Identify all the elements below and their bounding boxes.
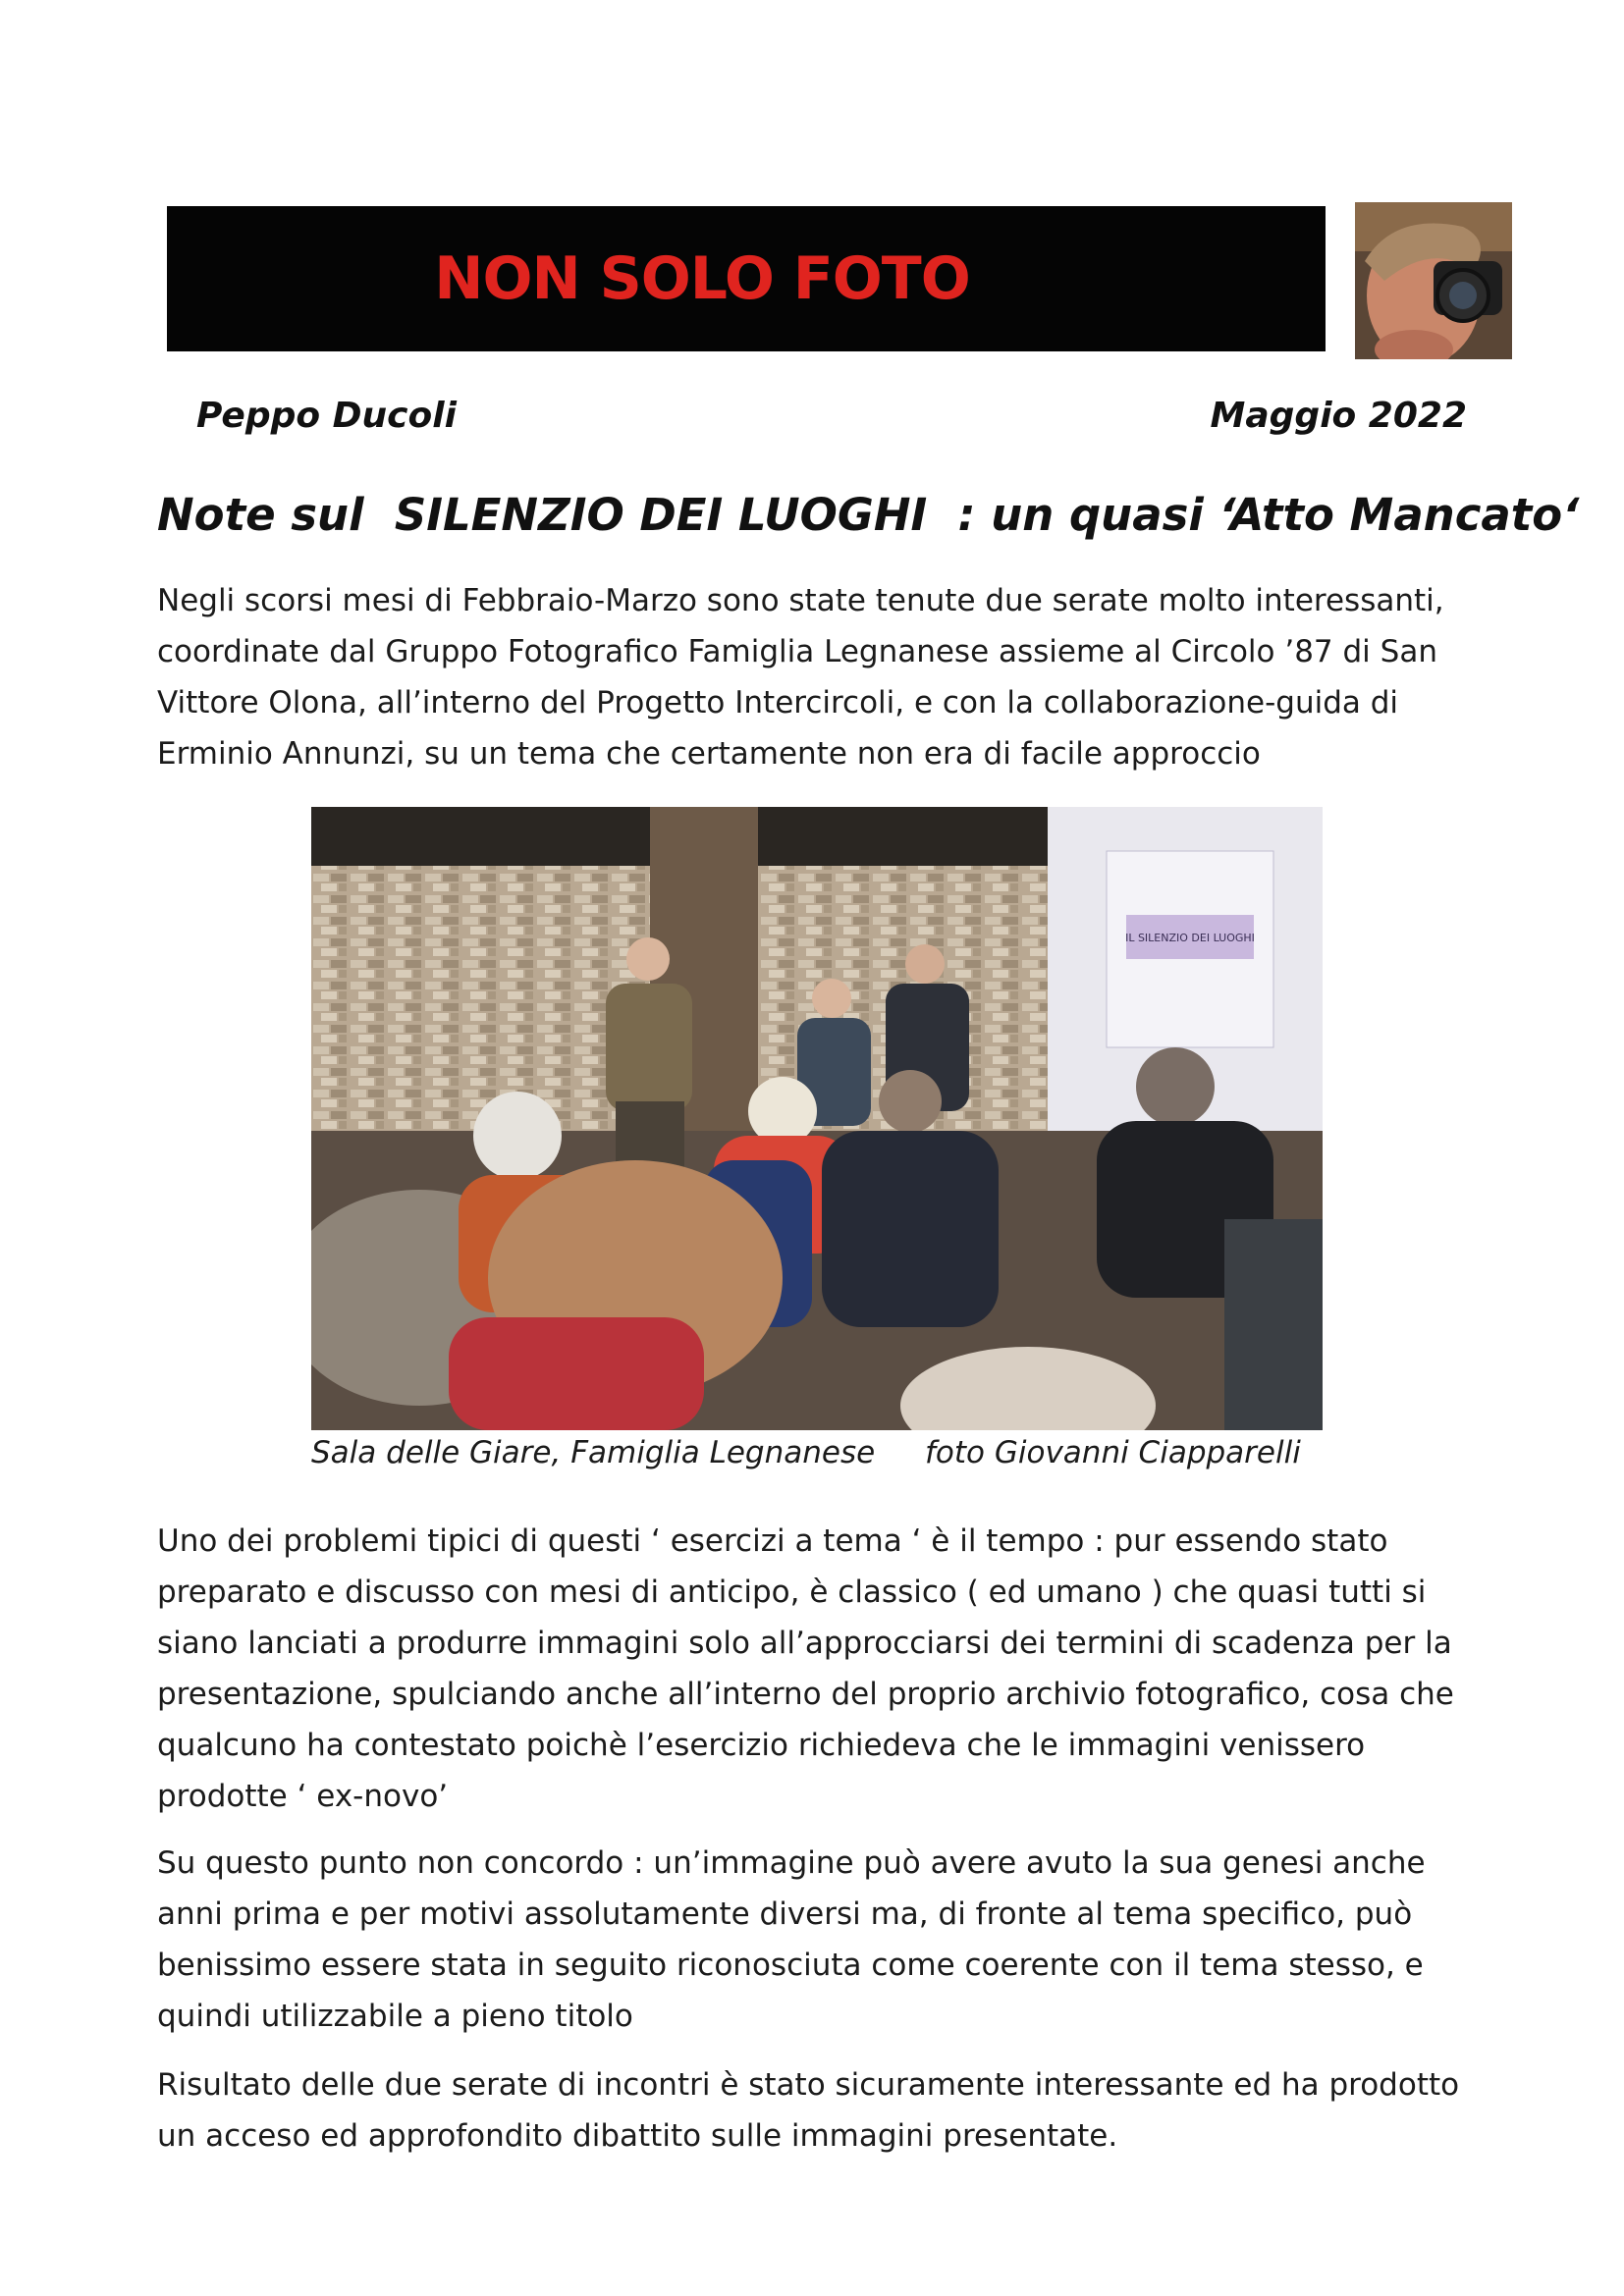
author-portrait — [1355, 202, 1512, 359]
masthead-title: NON SOLO FOTO — [434, 244, 970, 313]
author-name: Peppo Ducoli — [196, 396, 457, 436]
body-paragraph-3: Su questo punto non concordo : un’immagine può avere avuto la sua genesi anche anni prima e per motivi assolutamente diversi ma, di fronte al tema specifico, può benissimo essere stata in seguito riconosciuta come coerente con il tema stesso, e quindi utilizzabile a pieno titolo — [157, 1845, 1426, 2034]
issue-date: Maggio 2022 — [1210, 396, 1467, 436]
masthead-banner — [167, 206, 1326, 351]
article-headline: Note sul SILENZIO DEI LUOGHI : un quasi ‘Atto Mancato‘ — [157, 489, 1580, 541]
body-paragraph-2: Uno dei problemi tipici di questi ‘ esercizi a tema ‘ è il tempo : pur essendo stato preparato e discusso con mesi di anticipo, è classico ( ed umano ) che quasi tutti si siano lanciati a produrre immagini solo all’approcciarsi dei termini di scadenza per la presentazione, spulciando anche all’interno del proprio archivio fotografico, cosa che qualcuno ha contestato poichè l’esercizio richiedeva che le immagini venissero prodotte ‘ ex-novo’ — [157, 1523, 1454, 1814]
photographer-portrait-image — [1355, 202, 1512, 359]
slide-text: IL SILENZIO DEI LUOGHI — [1125, 932, 1255, 944]
photo-caption-credit: foto Giovanni Ciapparelli — [925, 1435, 1301, 1470]
photo-caption-place: Sala delle Giare, Famiglia Legnanese — [311, 1435, 876, 1470]
body-paragraph-1: Negli scorsi mesi di Febbraio-Marzo sono state tenute due serate molto interessanti, coordinate dal Gruppo Fotografico Famiglia Legnanese assieme al Circolo ’87 di San Vittore Olona, all’interno del Progetto Intercircoli, e con la collaborazione-guida di Erminio Annunzi, su un tema che certamente non era di facile approccio — [157, 583, 1444, 772]
event-photo — [311, 807, 1323, 1430]
body-paragraph-4: Risultato delle due serate di incontri è stato sicuramente interessante ed ha prodotto un acceso ed approfondito dibattito sulle immagini presentate. — [157, 2067, 1460, 2154]
event-photo-illustration — [311, 807, 1323, 1430]
